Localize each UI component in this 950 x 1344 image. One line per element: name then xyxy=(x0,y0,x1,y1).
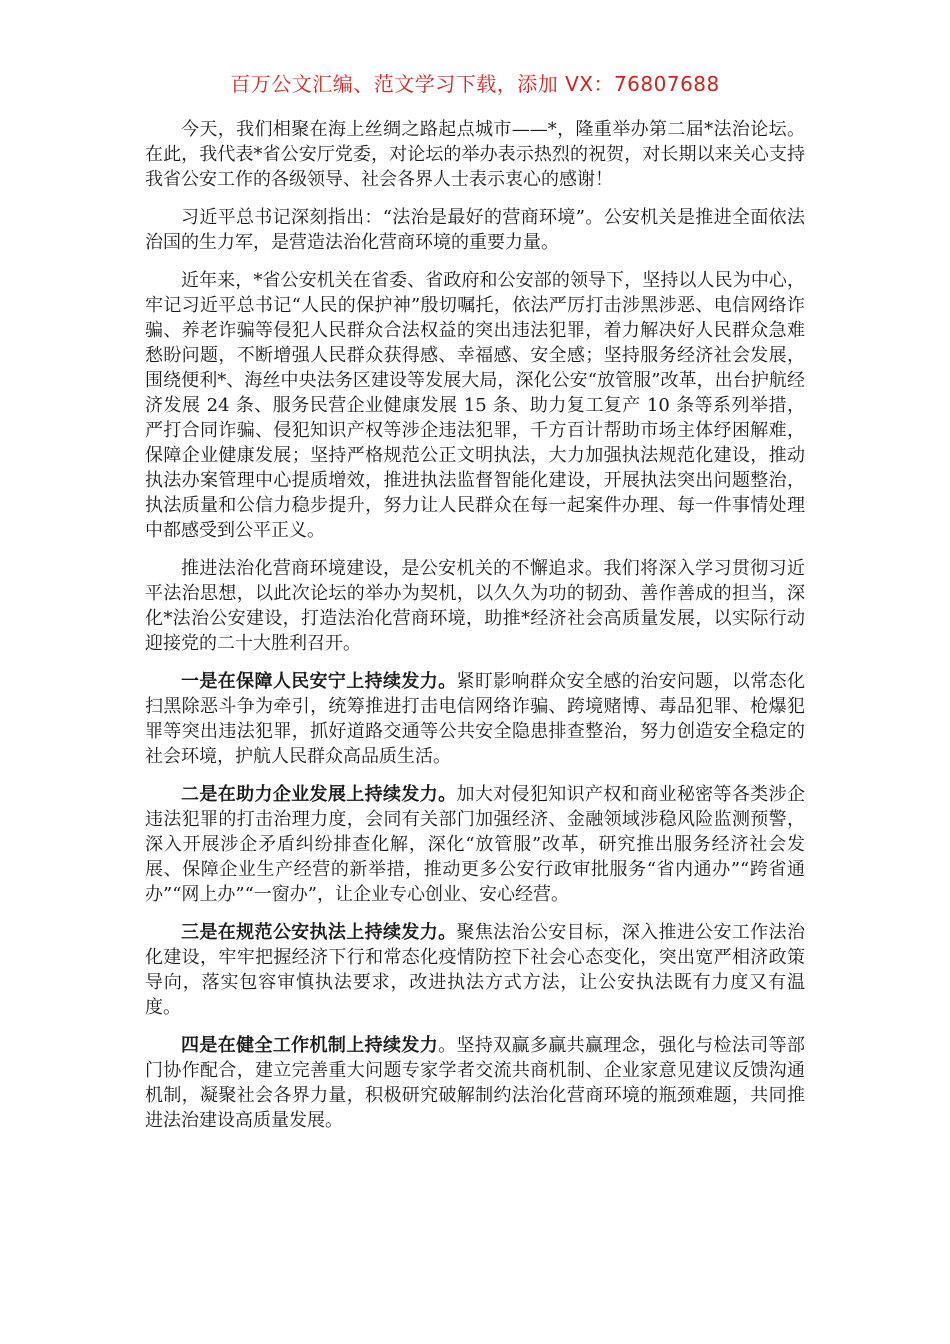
paragraph-text: 。坚持双赢多赢共赢理念，强化与检法司等部门协作配合，建立完善重大问题专家学者交流共商机制、企业家意见建议反馈沟通机制，凝聚社会各界力量，积极研究破解制约法治化营商环境的瓶颈难题，共同推进法治建设高质量发展。 xyxy=(145,1035,806,1131)
paragraph-lead: 一是在保障人民安宁上持续发力。 xyxy=(181,671,457,692)
paragraph-point-1 xyxy=(145,669,805,769)
paragraph-text: 近年来，*省公安机关在省委、省政府和公安部的领导下，坚持以人民为中心，牢记习近平总书记“人民的保护神”殷切嘱托，依法严厉打击涉黑涉恶、电信网络诈骗、养老诈骗等侵犯人民群众合法权益的突出违法犯罪，着力解决好人民群众急难愁盼问题，不断增强人民群众获得感、幸福感、安全感；坚持服务经济社会发展，围绕便利*、海丝中央法务区建设等发展大局，深化公安“放管服”改革，出台护航经济发展 24 条、服务民营企业健康发展 15 条、助力复工复产 10 条等系列举措，严打合同诈骗、侵犯知识产权等涉企违法犯罪，千方百计帮助市场主体纾困解难，保障企业健康发展；坚持严格规范公正文明执法，大力加强执法规范化建设，推动执法办案管理中心提质增效，推进执法监督智能化建设，开展执法突出问题整治，执法质量和公信力稳步提升，努力让人民群众在每一起案件办理、每一件事情处理中都感受到公平正义。 xyxy=(145,270,805,541)
paragraph-point-2 xyxy=(145,782,805,907)
paragraph-text: 习近平总书记深刻指出：“法治是最好的营商环境”。公安机关是推进全面依法治国的生力军，是营造法治化营商环境的重要力量。 xyxy=(145,207,805,253)
paragraph-quote xyxy=(145,205,805,255)
paragraph-text: 聚焦法治公安目标，深入推进公安工作法治化建设，牢牢把握经济下行和常态化疫情防控下社会心态变化，突出宽严相济政策导向，落实包容审慎执法要求，改进执法方式方法，让公安执法既有力度又有温度。 xyxy=(145,922,805,1018)
paragraph-opening xyxy=(145,117,805,192)
paragraph-achievements xyxy=(145,268,805,543)
paragraph-lead: 三是在规范公安执法上持续发力。 xyxy=(181,922,457,943)
paragraph-text: 加大对侵犯知识产权和商业秘密等各类涉企违法犯罪的打击治理力度，会同有关部门加强经济、金融领域涉稳风险监测预警，深入开展涉企矛盾纠纷排查化解，深化“放管服”改革，研究推出服务经济社会发展、保障企业生产经营的新举措，推动更多公安行政审批服务“省内通办”“跨省通办”“网上办”“一窗办”，让企业专心创业、安心经营。 xyxy=(145,784,805,905)
paragraph-commitment xyxy=(145,556,805,656)
paragraph-text: 紧盯影响群众安全感的治安问题，以常态化扫黑除恶斗争为牵引，统筹推进打击电信网络诈骗、跨境赌博、毒品犯罪、枪爆犯罪等突出违法犯罪，抓好道路交通等公共安全隐患排查整治，努力创造安全稳定的社会环境，护航人民群众高品质生活。 xyxy=(145,671,805,767)
paragraph-lead: 四是在健全工作机制上持续发力 xyxy=(181,1035,439,1056)
paragraph-text: 今天，我们相聚在海上丝绸之路起点城市——*，隆重举办第二届*法治论坛。在此，我代表*省公安厅党委，对论坛的举办表示热烈的祝贺，对长期以来关心支持我省公安工作的各级领导、社会各界人士表示衷心的感谢！ xyxy=(145,119,805,190)
document-body xyxy=(145,117,805,1146)
paragraph-point-4 xyxy=(145,1033,805,1133)
paragraph-point-3 xyxy=(145,920,805,1020)
paragraph-text: 推进法治化营商环境建设，是公安机关的不懈追求。我们将深入学习贯彻习近平法治思想，以此次论坛的举办为契机，以久久为功的韧劲、善作善成的担当，深化*法治公安建设，打造法治化营商环境，助推*经济社会高质量发展，以实际行动迎接党的二十大胜利召开。 xyxy=(145,558,805,654)
paragraph-lead: 二是在助力企业发展上持续发力。 xyxy=(181,784,457,805)
watermark-header: 百万公文汇编、范文学习下载，添加 VX：76807688 xyxy=(230,72,720,96)
